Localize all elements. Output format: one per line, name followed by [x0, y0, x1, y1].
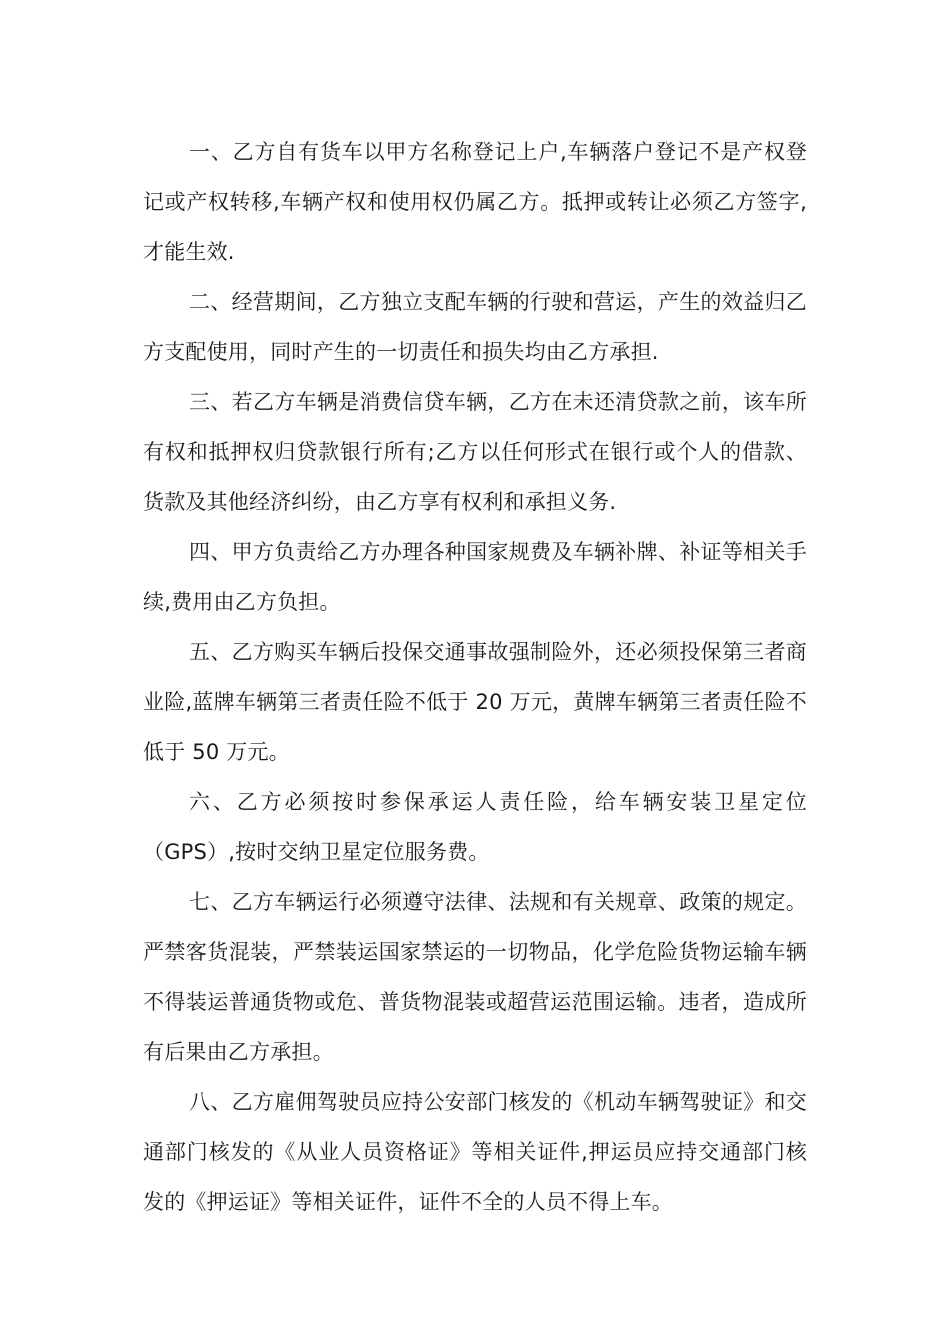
- clause-8: 八、乙方雇佣驾驶员应持公安部门核发的《机动车辆驾驶证》和交通部门核发的《从业人员资格证》等相关证件,押运员应持交通部门核发的《押运证》等相关证件，证件不全的人员不得上车。: [143, 1090, 807, 1214]
- clause-2: 二、经营期间，乙方独立支配车辆的行驶和营运，产生的效益归乙方支配使用，同时产生的一切责任和损失均由乙方承担.: [143, 290, 807, 364]
- clause-1: 一、乙方自有货车以甲方名称登记上户,车辆落户登记不是产权登记或产权转移,车辆产权和使用权仍属乙方。抵押或转让必须乙方签字,才能生效.: [143, 140, 807, 264]
- document-body: [143, 127, 807, 1227]
- clause-5: 五、乙方购买车辆后投保交通事故强制险外，还必须投保第三者商业险,蓝牌车辆第三者责任险不低于 20 万元，黄牌车辆第三者责任险不低于 50 万元。: [143, 640, 807, 764]
- clause-7: 七、乙方车辆运行必须遵守法律、法规和有关规章、政策的规定。严禁客货混装，严禁装运国家禁运的一切物品，化学危险货物运输车辆不得装运普通货物或危、普货物混装或超营运范围运输。违者，造成所有后果由乙方承担。: [143, 890, 807, 1064]
- clause-6: 六、乙方必须按时参保承运人责任险，给车辆安装卫星定位（GPS）,按时交纳卫星定位服务费。: [143, 790, 807, 864]
- clause-3: 三、若乙方车辆是消费信贷车辆，乙方在未还清贷款之前，该车所有权和抵押权归贷款银行所有;乙方以任何形式在银行或个人的借款、货款及其他经济纠纷，由乙方享有权利和承担义务.: [143, 390, 807, 514]
- clause-4: 四、甲方负责给乙方办理各种国家规费及车辆补牌、补证等相关手续,费用由乙方负担。: [143, 540, 807, 614]
